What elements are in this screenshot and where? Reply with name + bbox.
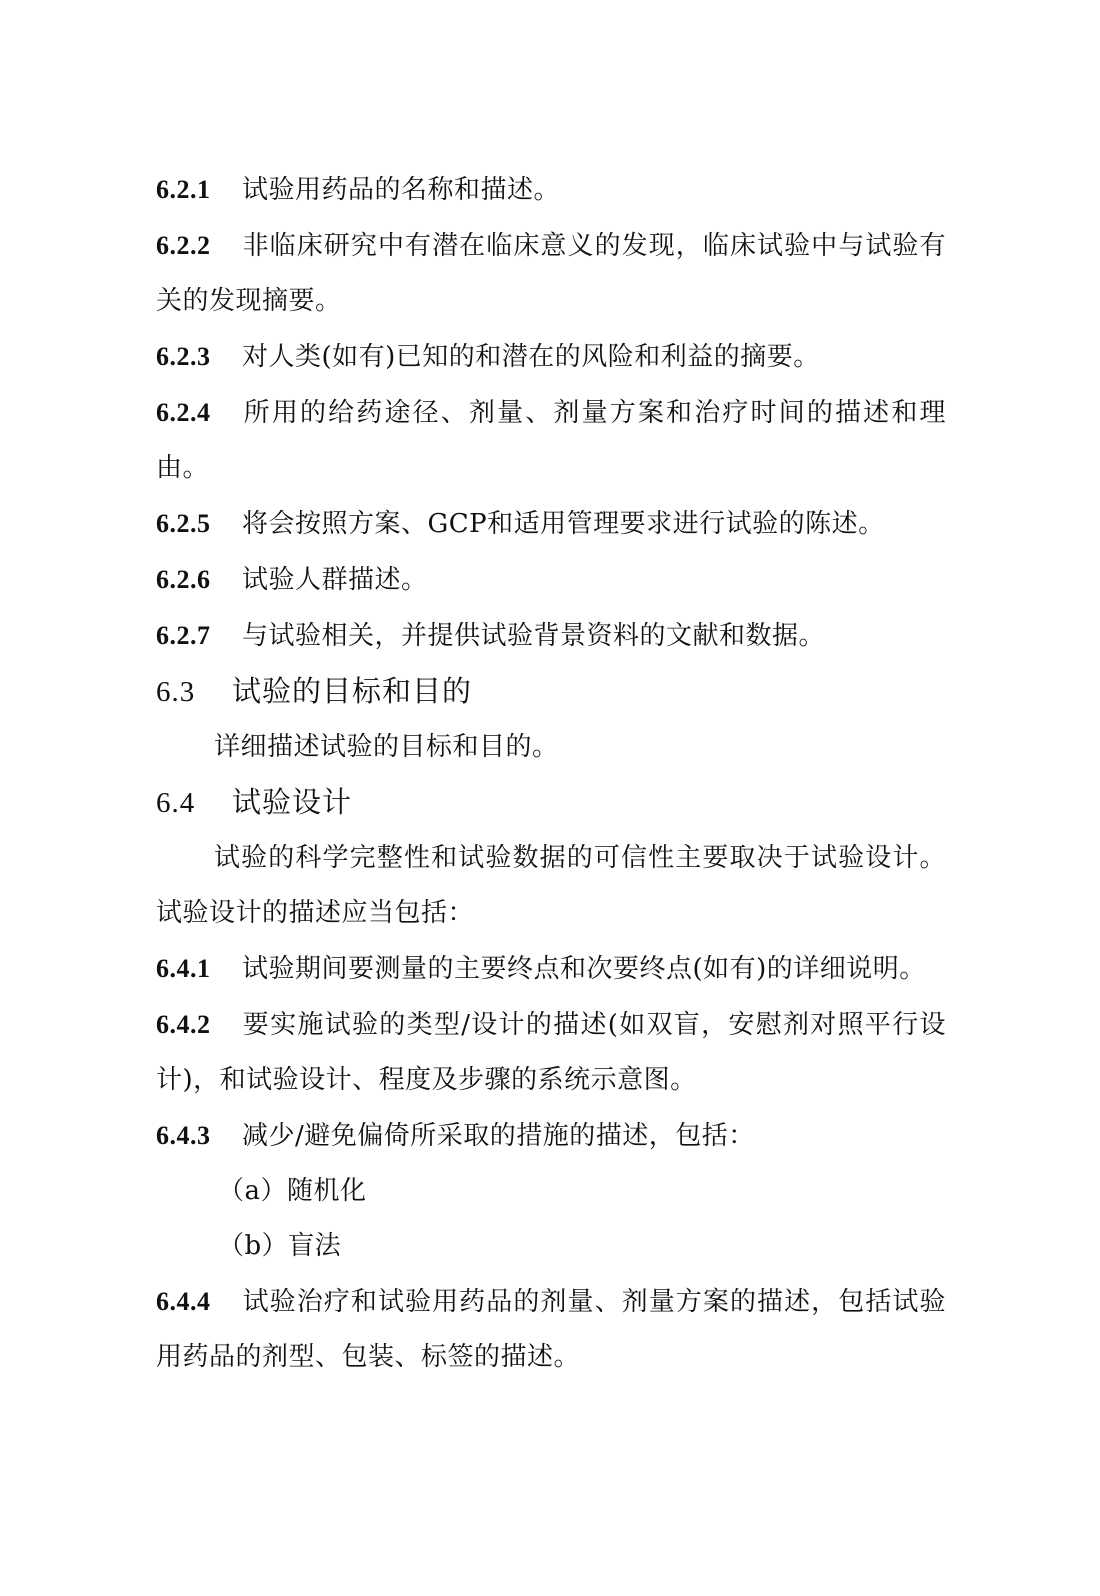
clause-number: 6.4.2 [156,1010,211,1039]
clause-text: 将会按照方案、GCP和适用管理要求进行试验的陈述。 [242,509,885,539]
section-heading-6-3 [156,664,946,720]
section-title: 试验设计 [232,785,353,819]
clause-number: 6.4.3 [156,1121,211,1150]
clause-text: 试验期间要测量的主要终点和次要终点(如有)的详细说明。 [242,954,926,984]
clause-text: 要实施试验的类型/设计的描述(如双盲，安慰剂对照平行设计)，和试验设计、程度及步骤的系统示意图。 [156,1010,946,1095]
section-title: 试验的目标和目的 [232,674,473,708]
clause-6-4-4 [156,1274,946,1385]
clause-6-2-5 [156,496,946,552]
clause-number: 6.2.4 [156,398,211,427]
section-number: 6.3 [156,676,196,708]
clause-number: 6.4.1 [156,954,211,983]
document-body [156,162,946,1385]
clause-text: 非临床研究中有潜在临床意义的发现，临床试验中与试验有关的发现摘要。 [156,231,946,316]
clause-6-2-4 [156,385,946,496]
section-number: 6.4 [156,787,196,819]
clause-number: 6.2.2 [156,231,211,260]
clause-number: 6.2.6 [156,565,211,594]
clause-text: 试验人群描述。 [242,565,428,595]
clause-text: 所用的给药途径、剂量、剂量方案和治疗时间的描述和理由。 [156,398,946,483]
section-6-4-paragraph: 试验的科学完整性和试验数据的可信性主要取决于试验设计。试验设计的描述应当包括： [156,843,946,928]
clause-text: 对人类(如有)已知的和潜在的风险和利益的摘要。 [242,342,820,372]
clause-number: 6.2.5 [156,509,211,538]
clause-6-4-2 [156,997,946,1108]
clause-text: 减少/避免偏倚所采取的措施的描述，包括： [242,1121,755,1151]
clause-6-4-3 [156,1108,946,1164]
clause-6-2-7 [156,608,946,664]
clause-6-4-1 [156,941,946,997]
section-heading-6-4 [156,775,946,831]
section-6-3-paragraph: 详细描述试验的目标和目的。 [214,732,559,762]
list-item-blinding: （b）盲法 [218,1231,342,1261]
clause-6-2-6 [156,552,946,608]
clause-6-2-2 [156,218,946,329]
clause-text: 与试验相关，并提供试验背景资料的文献和数据。 [242,621,826,651]
clause-number: 6.2.3 [156,342,211,371]
clause-text: 试验用药品的名称和描述。 [242,175,561,205]
clause-text: 试验治疗和试验用药品的剂量、剂量方案的描述，包括试验用药品的剂型、包装、标签的描述。 [156,1287,946,1372]
list-item-randomization: （a）随机化 [218,1176,367,1206]
clause-number: 6.2.1 [156,175,211,204]
clause-number: 6.2.7 [156,621,211,650]
clause-number: 6.4.4 [156,1287,211,1316]
clause-6-2-3 [156,329,946,385]
clause-6-2-1 [156,162,946,218]
